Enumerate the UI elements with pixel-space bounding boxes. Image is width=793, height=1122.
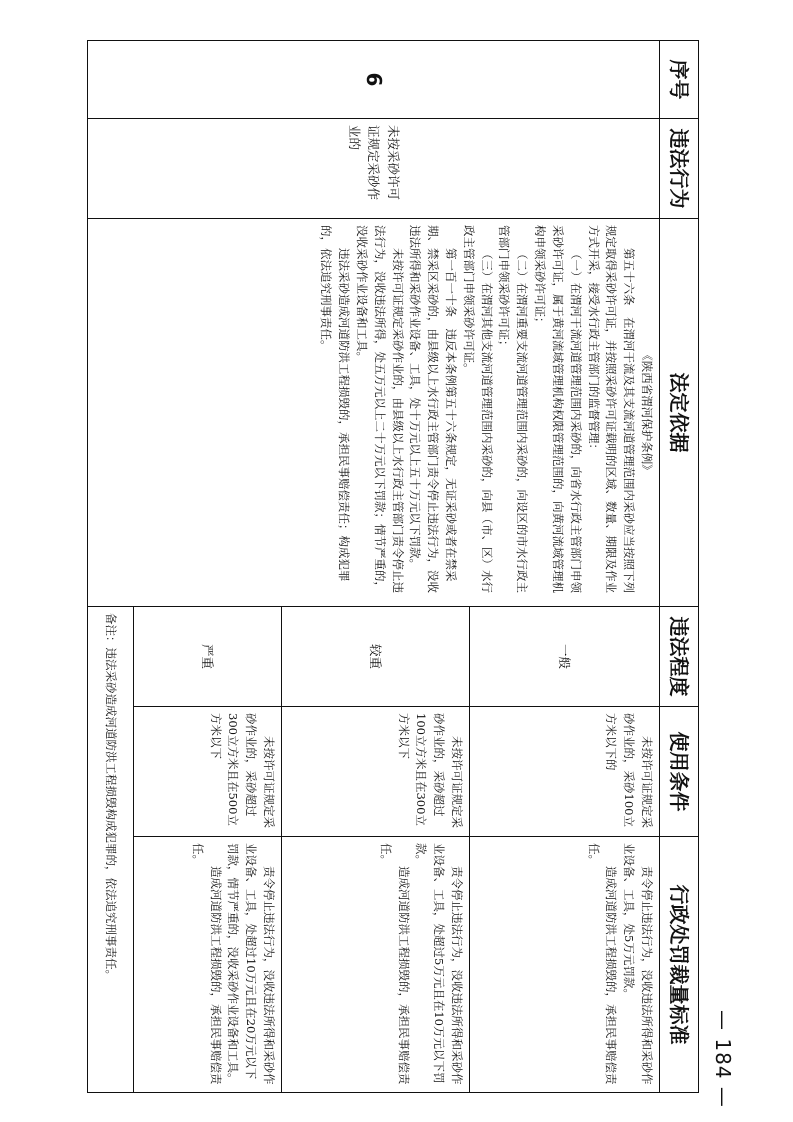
standard-severe	[134, 837, 282, 1093]
header-condition: 使用条件	[660, 707, 699, 837]
standard-text: 责令停止违法行为，没收违法所得和采砂作业设备、工具，处超过10万元且在20万元以下罚款，情节严重的，没收采砂作业设备和工具。	[226, 843, 276, 1085]
condition-general	[470, 707, 660, 837]
header-seq: 序号	[660, 41, 699, 119]
basis-paragraph: 第五十六条 在渭河干流及其支流河道管理范围内采砂应当按照下列规定取得采砂许可证，并按照采砂许可证载明的区域、数量、期限及作业方式开采，接受水行政主管部门的监督管理：	[586, 225, 637, 593]
row-seq: 6	[88, 41, 660, 119]
basis-paragraph: 违法采砂造成河道防洪工程损毁的，承担民事赔偿责任；构成犯罪的，依法追究刑事责任。	[319, 225, 352, 582]
table-row	[470, 41, 660, 1093]
degree-general: 一般	[470, 607, 660, 707]
standard-serious	[282, 837, 470, 1093]
standard-text: 造成河道防洪工程损毁的，承担民事赔偿责任。	[586, 843, 619, 1085]
condition-text: 未按许可证规定采砂作业的，采砂超过100立方米且在300立方米以下	[396, 713, 464, 828]
condition-severe	[134, 707, 282, 837]
basis-paragraph: （一）在渭河干流河道管理范围内采砂的，向省水行政主管部门申领采砂许可证，属于黄河流域管理机构权限管理范围的，向黄河流域管理机构申领采砂许可证；	[533, 225, 583, 593]
standard-text: 造成河道防洪工程损毁的，承担民事赔偿责任。	[190, 843, 223, 1085]
basis-paragraph: （二）在渭河重要支流河道管理范围内采砂的，向设区的市水行政主管部门申领采砂许可证；	[497, 225, 530, 593]
degree-serious: 较重	[282, 607, 470, 707]
penalty-table-sheet	[93, 40, 699, 1092]
row-behavior: 未按采砂许可证规定采砂作业的	[88, 119, 660, 219]
basis-paragraph: （三）在渭河其他支流河道管理范围内采砂的，向县（市、区）水行政主管部门申领采砂许可证。	[461, 225, 494, 593]
law-title: 《陕西省渭河保护条例》	[640, 349, 654, 476]
table-header-row	[660, 41, 699, 1093]
row-legal-basis	[88, 219, 660, 607]
header-basis: 法定依据	[660, 219, 699, 607]
condition-text: 未按许可证规定采砂作业的，采砂超过300立方米且在500立方米以下	[208, 713, 276, 828]
remark-note: 备注：违法采砂造成河道防洪工程损毁构成犯罪的，依法追究刑事责任。	[88, 607, 134, 1093]
standard-text: 责令停止违法行为，没收违法所得和采砂作业设备、工具，处5万元罚款。	[622, 843, 654, 1085]
basis-paragraph: 第一百一十条 违反本条例第五十六条规定，无证采砂或者在禁采期、禁采区采砂的，由县级以上水行政主管部门责令停止违法行为，没收违法所得和采砂作业设备、工具，处十万元以上五十万元以下罚款。	[408, 225, 459, 593]
penalty-standard-table	[87, 40, 699, 1093]
condition-text: 未按许可证规定采砂作业的，采砂100立方米以下的	[604, 713, 654, 828]
header-degree: 违法程度	[660, 607, 699, 707]
basis-paragraph: 未按许可证规定采砂作业的，由县级以上水行政主管部门责令停止违法行为，没收违法所得，处五万元以上二十万元以下罚款；情节严重的，没收采砂作业设备和工具。	[355, 225, 405, 593]
condition-serious	[282, 707, 470, 837]
header-standard: 行政处罚裁量标准	[660, 837, 699, 1093]
page-number: — 184 —	[711, 1010, 735, 1108]
standard-text: 责令停止违法行为，没收违法所得和采砂作业设备、工具，处超过5万元且在10万元以下罚款。	[414, 843, 464, 1085]
degree-severe: 严重	[134, 607, 282, 707]
header-behavior: 违法行为	[660, 119, 699, 219]
standard-text: 造成河道防洪工程损毁的，承担民事赔偿责任。	[378, 843, 411, 1085]
standard-general	[470, 837, 660, 1093]
